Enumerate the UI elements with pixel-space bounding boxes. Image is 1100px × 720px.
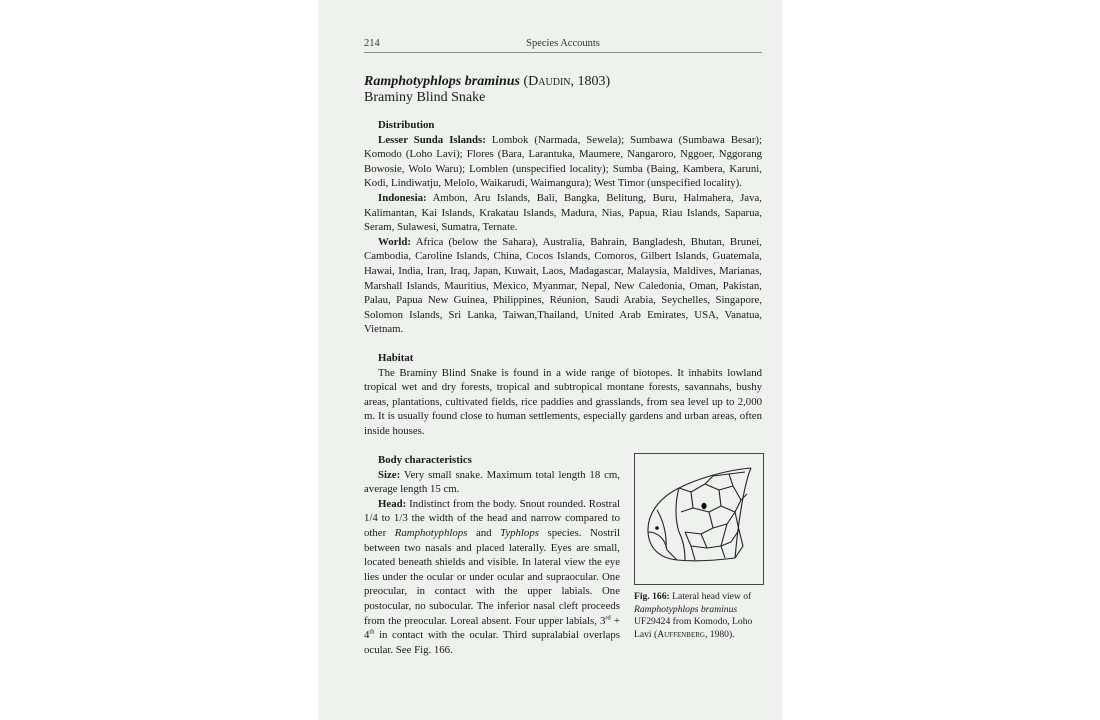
species-title: Ramphotyphlops braminus (Daudin, 1803) Braminy Blind Snake: [364, 74, 764, 106]
world-paragraph: World: Africa (below the Sahara), Australia, Bahrain, Bangladesh, Bhutan, Brunei, Cambodia, Caroline Islands, China, Cocos Islands, Comoros, Gilbert Islands, Guatemala, Hawai, India, Iran, Iraq, Japan, Kuwait, Laos, Madagascar, Malaysia, Maldives, Marianas, Marshall Islands, Mauritius, Mexico, Myanmar, Nepal, New Caledonia, Oman, Pakistan, Palau, Papua New Guinea, Philippines, Réunion, Saudi Arabia, Seychelles, Singapore, Solomon Islands, Sri Lanka, Taiwan,Thailand, United Arab Emirates, USA, Vanatua, Vietnam.: [364, 235, 763, 336]
section-title-body: Body characteristics: [378, 454, 472, 466]
figure-166: [634, 453, 764, 585]
figure-caption: Fig. 166: Lateral head view of Ramphotyphlops braminus UF29424 from Komodo, Loho Lavi (Auffenberg, 1980).: [634, 591, 753, 640]
body-characteristics-section: [364, 453, 620, 657]
indonesia-paragraph: Indonesia: Ambon, Aru Islands, Bali, Bangka, Belitung, Buru, Halmahera, Java, Kalimantan, Kai Islands, Krakatau Islands, Madura, Nias, Papua, Riau Islands, Saparua, Seram, Sulawesi, Sumatra, Ternate.: [364, 191, 762, 234]
habitat-paragraph: The Braminy Blind Snake is found in a wide range of biotopes. It inhabits lowland tropical wet and dry forests, tropical and subtropical montane forests, savannahs, bushy areas, plantations, cultivated fields, rice paddies and grasslands, from sea level up to 2,000 m. It is usually found close to human settlements, especially gardens and urban areas, often inside houses.: [364, 366, 762, 437]
page-header: [364, 36, 762, 53]
book-page: [318, 0, 782, 720]
snake-head-illustration: [635, 454, 763, 584]
running-title: Species Accounts: [526, 38, 600, 49]
section-title-distribution: Distribution: [378, 119, 435, 131]
scientific-name: Ramphotyphlops braminus: [364, 74, 520, 89]
common-name: Braminy Blind Snake: [364, 90, 486, 105]
page-number: 214: [364, 38, 380, 49]
head-paragraph: Head: Indistinct from the body. Snout rounded. Rostral 1/4 to 1/3 the width of the head and narrow compared to other Ramphotyphlops and Typhlops species. Nostril between two nasals and placed laterally. Eyes are small, located beneath shields and visible. In lateral view the eye lies under the ocular or under ocular and supraocular. One preocular, in contact with the upper labials. One postocular, no subocular. The inferior nasal cleft proceeds from the preocular. Loreal absent. Four upper labials, 3rd + 4th in contact with the ocular. Third supralabial overlaps ocular. See Fig. 166.: [364, 497, 620, 656]
size-paragraph: Size: Very small snake. Maximum total length 18 cm, average length 15 cm.: [364, 468, 620, 496]
section-title-habitat: Habitat: [378, 352, 414, 364]
species-author: Daudin, 1803: [528, 74, 606, 89]
lesser-sunda-paragraph: Lesser Sunda Islands: Lombok (Narmada, Sewela); Sumbawa (Sumbawa Besar); Komodo (Loho Lavi); Flores (Bara, Larantuka, Maumere, Nangaroro, Nggoer, Nggorang Bowosie, Wolo Waru); Lomblen (unspecified locality); Sumba (Baing, Kambera, Karuni, Kodi, Lindiwatju, Melolo, Waikarudi, Waimangura); West Timor (unspecified locality).: [364, 133, 763, 190]
distribution-section: [364, 118, 762, 337]
habitat-section: [364, 351, 762, 439]
